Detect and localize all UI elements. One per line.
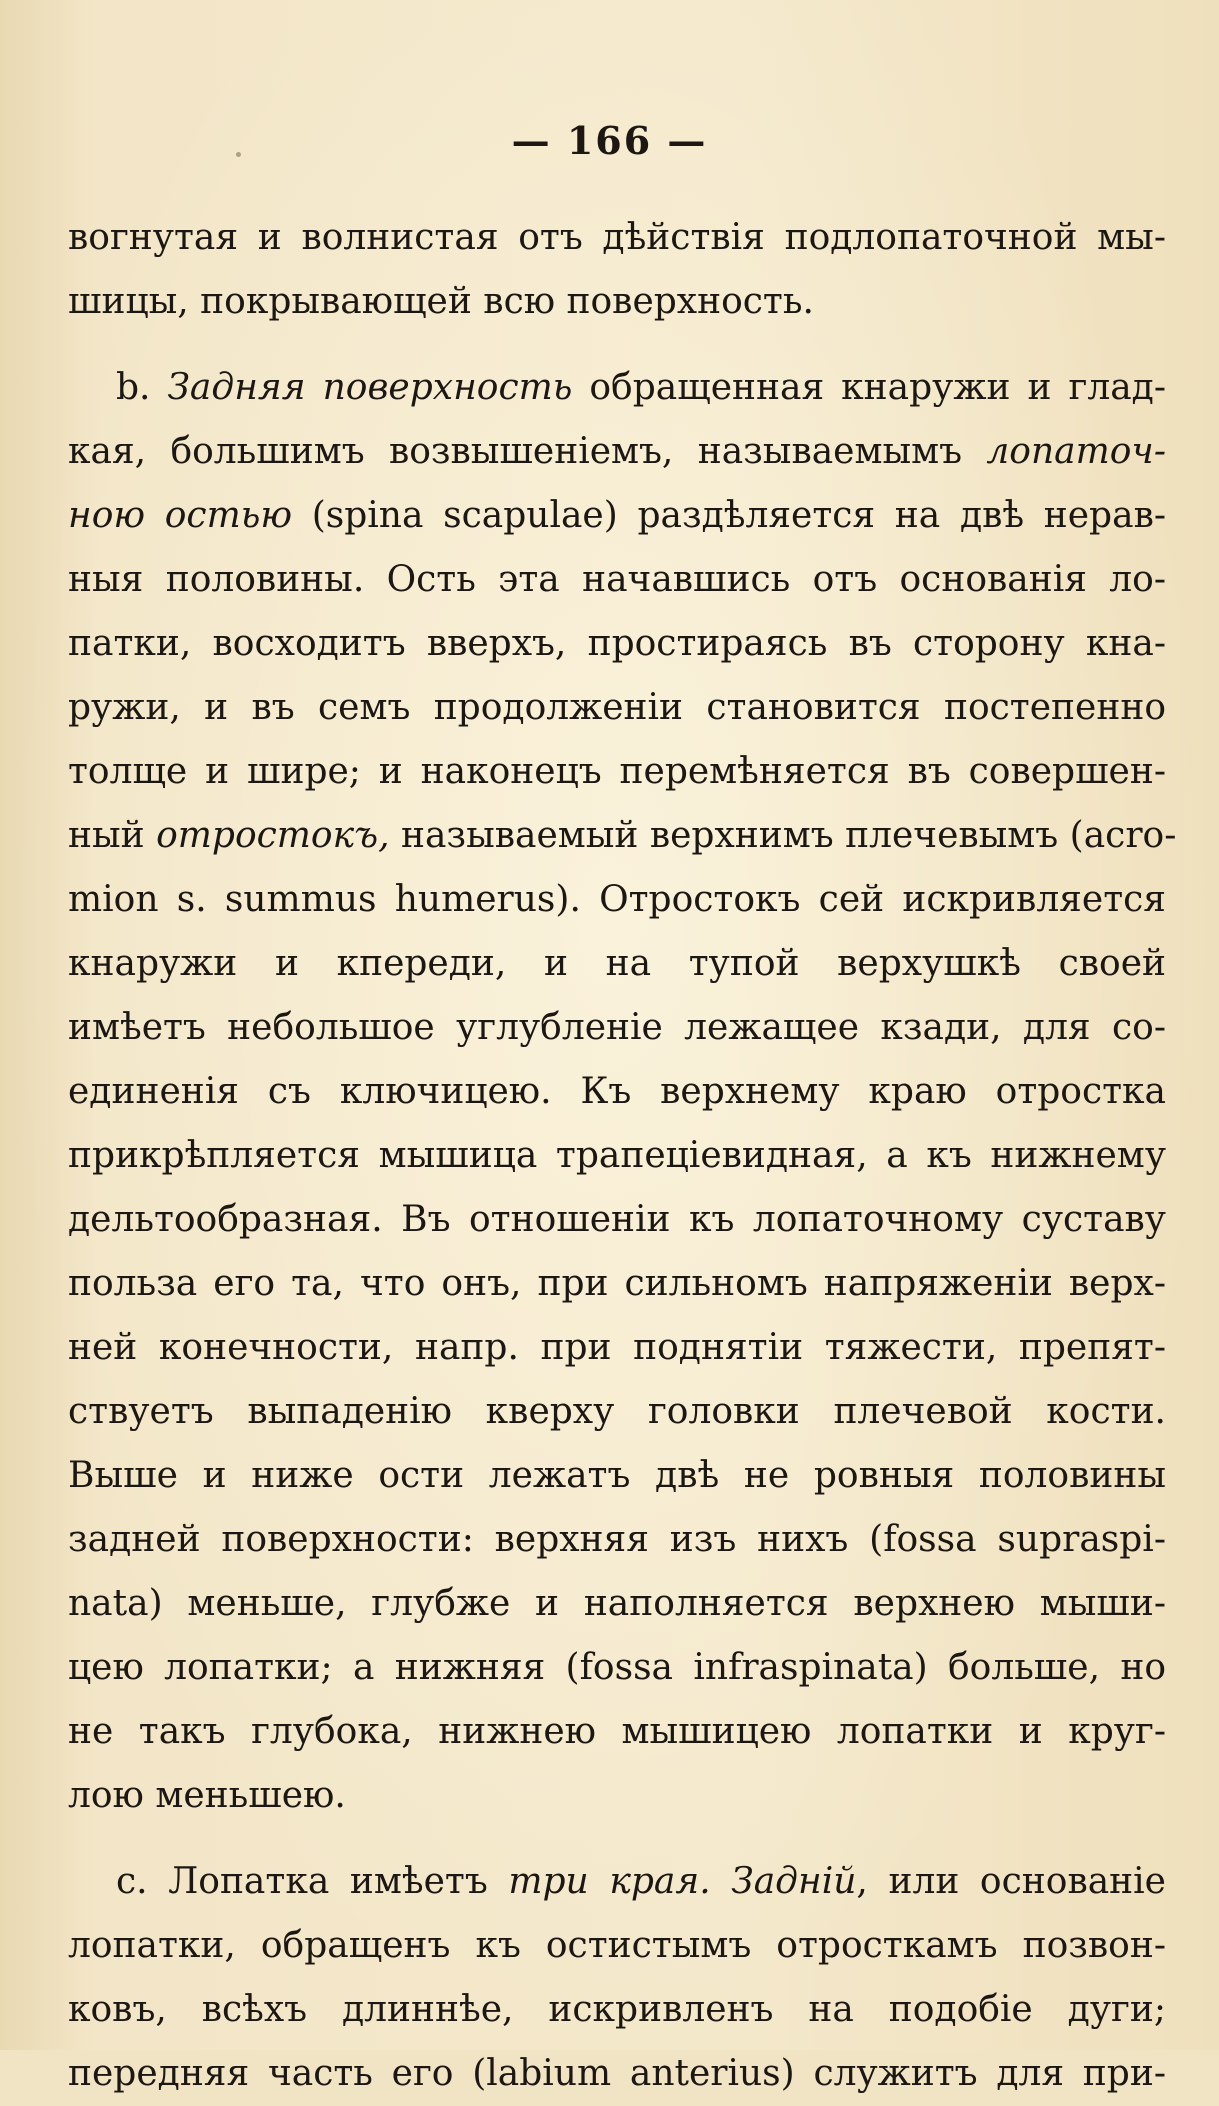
- italic-term: ною остью: [68, 495, 293, 536]
- italic-term: лопаточ-: [986, 431, 1166, 472]
- text-line: nata) меньше, глубже и наполняется верхнею мыши-: [68, 1583, 1166, 1624]
- text-line: кая, большимъ возвышеніемъ, называемымъ лопаточ-: [68, 431, 1166, 472]
- text-line: вогнутая и волнистая отъ дѣйствія подлопаточной мы-: [68, 217, 1166, 258]
- text-line: не такъ глубока, нижнею мышицею лопатки и круг-: [68, 1711, 1166, 1752]
- text-line: дельтообразная. Въ отношеніи къ лопаточному суставу: [68, 1199, 1166, 1240]
- paragraph-gap: [68, 334, 1166, 356]
- text-line: единенія съ ключицею. Къ верхнему краю отростка: [68, 1071, 1166, 1112]
- page-number: — 166 —: [511, 118, 708, 163]
- paragraph-gap: [68, 1828, 1166, 1850]
- italic-term: три края.: [508, 1861, 711, 1902]
- italic-term: отростокъ,: [156, 815, 390, 856]
- text-line: Выше и ниже ости лежатъ двѣ не ровныя половины: [68, 1455, 1166, 1496]
- text-line: ней конечности, напр. при поднятіи тяжести, препят-: [68, 1327, 1166, 1368]
- text-line: польза его та, что онъ, при сильномъ напряженіи верх-: [68, 1263, 1166, 1304]
- body-text: [68, 206, 1177, 2106]
- text-line: ною остью (spina scapulae) раздѣляется на двѣ нерав-: [68, 495, 1166, 536]
- text-line: имѣетъ небольшое углубленіе лежащее кзади, для со-: [68, 1007, 1166, 1048]
- text-line: ный отростокъ, называемый верхнимъ плечевымъ (acro-: [68, 815, 1177, 856]
- text-line: ружи, и въ семъ продолженіи становится постепенно: [68, 687, 1166, 728]
- text-line: передняя часть его (labium anterius) служитъ для при-: [68, 2053, 1166, 2094]
- text-line: цею лопатки; а нижняя (fossa infraspinata) больше, но: [68, 1647, 1166, 1688]
- text-line: ныя половины. Ость эта начавшись отъ основанія лo-: [68, 559, 1166, 600]
- text-line: задней поверхности: верхняя изъ нихъ (fossa supraspi-: [68, 1519, 1166, 1560]
- text-line: ковъ, всѣхъ длиннѣе, искривленъ на подобіе дуги;: [68, 1989, 1166, 2030]
- text-line: лою меньшею.: [68, 1775, 346, 1816]
- text-line: mion s. summus humerus). Отростокъ сей искривляется: [68, 879, 1166, 920]
- italic-term: Задняя поверхность: [167, 367, 573, 408]
- text-line: b. Задняя поверхность обращенная кнаружи и глад-: [116, 367, 1166, 408]
- italic-term: Задній: [731, 1861, 857, 1902]
- text-line: ствуетъ выпаденію кверху головки плечевой кости.: [68, 1391, 1166, 1432]
- text-line: прикрѣпляется мышица трапеціевидная, а къ нижнему: [68, 1135, 1166, 1176]
- text-line: кнаружи и кпереди, и на тупой верхушкѣ своей: [68, 943, 1166, 984]
- text-line: лопатки, обращенъ къ остистымъ отросткамъ позвон-: [68, 1925, 1166, 1966]
- text-line: c. Лопатка имѣетъ три края. Задній, или основаніе: [116, 1861, 1166, 1902]
- text-line: патки, восходитъ вверхъ, простираясь въ сторону кна-: [68, 623, 1166, 664]
- text-line: шицы, покрывающей всю поверхность.: [68, 281, 814, 322]
- text-line: толще и шире; и наконецъ перемѣняется въ совершен-: [68, 751, 1166, 792]
